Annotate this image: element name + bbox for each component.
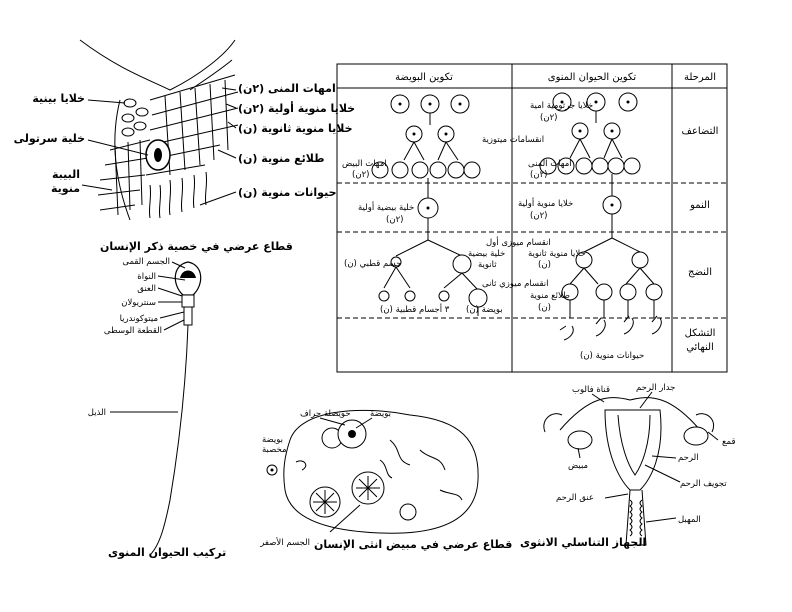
label-funnel: قمع	[722, 437, 736, 447]
sperm-tail	[150, 325, 188, 555]
label-primary-oocyte2: (٢ن)	[386, 215, 404, 225]
label-sperms: حيوانات منوية (ن)	[238, 186, 337, 199]
label-spermatids: طلائع منوية (ن)	[238, 152, 325, 165]
label-secondary-sperm2: (ن)	[538, 260, 551, 270]
label-secondary-spermatocytes: خلايا منوية ثانوية (ن)	[238, 122, 353, 135]
stage-final: التشكل	[684, 328, 716, 339]
label-interstitial: خلايا بينية	[32, 92, 85, 105]
female-system-title: الجهاز التناسلي الانثوى	[520, 536, 647, 549]
gametogenesis-table	[337, 64, 727, 372]
label-spermatogonia: امهات المنى (٢ن)	[238, 82, 336, 95]
label-spermatids: طلائع منوية	[530, 291, 570, 301]
uterine-cavity	[618, 415, 650, 475]
fallopian-tubes	[560, 398, 700, 430]
sperm-head	[175, 262, 200, 295]
label-fallopian: قناة فالوب	[572, 385, 611, 395]
testis-section	[14, 40, 355, 253]
label-ovum: بويضة	[370, 409, 392, 419]
label-spermatogonia: امهات المنى	[528, 159, 572, 169]
label-graafian: حويصلة جراف	[300, 409, 351, 419]
tubule-outer-top	[80, 40, 235, 90]
label-fertilized2: مخصبة	[262, 445, 287, 455]
label-spermatids2: (ن)	[538, 303, 551, 313]
ovary-title: قطاع عرضي في مبيض انثى الإنسان	[314, 538, 513, 551]
sperm-column-cells	[540, 93, 662, 340]
label-fertilized: بويضة	[262, 435, 284, 445]
header-sperm: تكوين الحيوان المنوى	[547, 72, 637, 83]
label-tail: الذيل	[87, 408, 106, 418]
right-ovary	[684, 427, 708, 445]
label-centriole: سنتريولان	[121, 298, 156, 308]
label-vagina: المهبل	[678, 515, 701, 525]
stage-growth: النمو	[690, 200, 710, 211]
uterus	[605, 410, 661, 490]
sperm-tails	[149, 172, 206, 218]
header-egg: تكوين البويضة	[395, 72, 453, 83]
sertoli-nucleus	[154, 148, 162, 162]
label-meiosis2: انقسام ميوزي ثانى	[482, 279, 549, 289]
label-oogonia2: (٢ن)	[352, 170, 370, 180]
testis-title: قطاع عرضي في خصية ذكر الإنسان	[100, 240, 293, 253]
label-mitochondria: ميتوكوندريا	[119, 314, 158, 324]
left-ovary	[568, 431, 592, 449]
label-primary-sperm: خلايا منوية أولية	[518, 199, 574, 209]
label-sertoli: خلية سرتولى	[13, 132, 85, 145]
female-reproductive-system	[520, 383, 736, 549]
label-neck: العنق	[137, 284, 156, 294]
label-acrosome: الجسم القمى	[122, 257, 170, 267]
sperm-neck	[182, 295, 194, 307]
label-nucleus: النواة	[137, 272, 156, 282]
label-secondary-oocyte: خلية بيضية	[468, 249, 506, 259]
label-germ-cell: خلايا جرثومية امية	[530, 101, 594, 111]
stage-maturation: النضج	[688, 267, 712, 278]
stage-final2: النهائي	[686, 342, 714, 353]
label-polar-body: جسم قطبي (ن)	[344, 259, 402, 269]
label-secondary-oocyte2: ثانوية	[478, 260, 497, 270]
germ-cell-layers	[98, 75, 238, 215]
ovary-outline	[284, 410, 478, 533]
label-lumen: البيبة	[51, 168, 80, 181]
stage-multiplication: التضاعف	[681, 126, 719, 137]
ovary-section	[259, 409, 512, 551]
label-cervix: عنق الرحم	[556, 493, 594, 503]
label-lumen2: منوية	[51, 182, 80, 195]
sperm-structure	[88, 257, 227, 559]
label-primary-spermatocytes: خلايا منوية أولية (٢ن)	[238, 102, 356, 115]
label-primary-sperm2: (٢ن)	[530, 211, 548, 221]
interstitial-cells	[122, 99, 148, 136]
header-stage: المرحلة	[684, 72, 716, 83]
label-middle-piece: القطعة الوسطى	[103, 326, 162, 336]
sperm-middle	[184, 307, 192, 325]
label-mitosis: انقسامات ميتوزية	[482, 135, 545, 145]
label-ovary: مبيض	[568, 461, 589, 471]
label-oogonia: امهات البيض	[342, 159, 387, 169]
label-meiosis1: انقسام ميوزى أول	[486, 238, 551, 248]
label-corpus-luteum: الجسم الأصفر	[260, 538, 310, 548]
label-spermatogonia2: (٢ن)	[530, 170, 548, 180]
label-secondary-sperm: خلايا منوية ثانوية	[528, 249, 586, 259]
label-cavity: تجويف الرحم	[680, 479, 727, 489]
label-three-polar: ٣ أجسام قطبية (ن)	[380, 305, 450, 315]
label-uterus: الرحم	[678, 453, 699, 463]
label-sperms-final: حيوانات منوية (ن)	[580, 351, 645, 361]
label-ovum: بويضة (ن)	[466, 305, 503, 315]
label-germ-cell2: (٢ن)	[540, 113, 558, 123]
sperm-title: تركيب الحيوان المنوى	[108, 546, 227, 559]
label-primary-oocyte: خلية بيضية أولية	[358, 203, 415, 213]
label-uterus-wall: جدار الرحم	[636, 383, 676, 393]
